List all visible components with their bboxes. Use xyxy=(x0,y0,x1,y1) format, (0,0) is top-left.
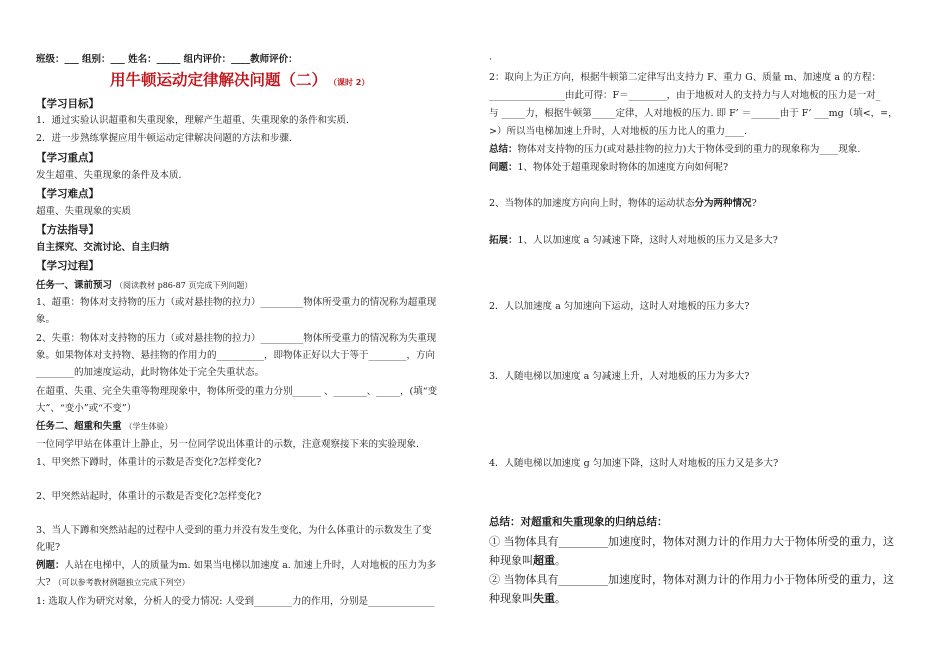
key-heading: 【学习重点】 xyxy=(36,152,99,164)
question-label: 问题： xyxy=(489,162,518,173)
task1-line xyxy=(36,280,252,292)
final-summary-1-line1: ① 当物体具有_________加速度时，物体对测力计的作用力大于物体所受的重力，这 xyxy=(489,535,894,548)
difficulty-heading: 【学习难点】 xyxy=(36,188,99,200)
preview-q3-line1: 在超重、失重、完全失重等物理现象中，物体所受的重力分别______ 、_______、_____，(填“变 xyxy=(36,386,438,397)
final-summary-heading: 总结：对超重和失重现象的归纳总结： xyxy=(489,516,668,528)
extension-label: 拓展： xyxy=(489,235,518,246)
document-title xyxy=(110,68,369,90)
summary-text: 物体对支持物的压力(或对悬挂物的拉力)大于物体受到的重力的现象称为____现象. xyxy=(517,144,861,155)
summary-label: 总结： xyxy=(489,144,518,155)
example-line1 xyxy=(36,560,436,572)
final-summary-2-line2 xyxy=(489,592,566,606)
final-summary-2-end: 。 xyxy=(555,592,566,605)
question-2-emphasis: 分为两种情况 xyxy=(694,198,752,209)
preview-q2-line1: 2、失重：物体对支持物的压力（或对悬挂物的拉力）_________物体所受重力的情况称为失重现 xyxy=(36,333,437,344)
weightlessness-term: 失重 xyxy=(533,592,555,605)
step2-line2: ________________由此可得：F＝________，由于地板对人的支持力与人对地板的压力是一对_ xyxy=(489,90,881,101)
task2-q3-line2: 化呢? xyxy=(36,542,61,553)
task2-intro: 一位同学甲站在体重计上静止，另一位同学说出体重计的示数，注意观察接下来的实验现象． xyxy=(36,439,426,450)
extension-q1: 1、人以加速度 a 匀减速下降，这时人对地板的压力又是多大? xyxy=(517,235,778,246)
extension-q2: 2．人以加速度 a 匀加速向下运动，这时人对地板的压力多大? xyxy=(489,301,750,312)
final-summary-1-line2 xyxy=(489,554,566,568)
task2-line xyxy=(36,421,173,433)
task1-title: 任务一、课前预习 xyxy=(36,280,113,291)
task2-q2: 2、甲突然站起时，体重计的示数是否变化?怎样变化? xyxy=(36,491,262,502)
example-step1: 1: 选取人作为研究对象，分析人的受力情况: 人受到________力的作用，分别是______________ xyxy=(36,596,435,607)
preview-q1-line2: 象。 xyxy=(36,314,56,325)
question-line xyxy=(489,162,728,174)
task2-q3-line1: 3、当人下蹲和突然站起的过程中人受到的重力并没有发生变化，为什么体重计的示数发生了变 xyxy=(36,525,432,536)
title-text: 用牛顿运动定律解决问题（二） xyxy=(110,71,328,89)
process-heading: 【学习过程】 xyxy=(36,260,99,272)
goals-heading: 【学习目标】 xyxy=(36,98,99,110)
method-heading: 【方法指导】 xyxy=(36,224,99,236)
example-line2 xyxy=(36,577,190,589)
extension-q3: 3．人随电梯以加速度 a 匀减速上升，人对地板的压力为多大? xyxy=(489,371,750,382)
student-info-line: 班级：___ 组别：___ 姓名：_____ 组内评价：____教师评价： xyxy=(36,54,298,65)
task2-q1: 1、甲突然下蹲时，体重计的示数是否变化?怎样变化? xyxy=(36,457,262,468)
title-lesson: （课时 2） xyxy=(333,78,370,87)
key-text: 发生超重、失重现象的条件及本质． xyxy=(36,170,189,181)
example-text: 人站在电梯中，人的质量为m. 如果当电梯以加速度 a. 加速上升时，人对地板的压力为多 xyxy=(64,560,437,571)
extension-line1 xyxy=(489,235,778,247)
example-note: （可以参考教材例题独立完成下列空） xyxy=(53,578,190,587)
question-2-end: ? xyxy=(751,198,757,209)
task2-note: （学生体验） xyxy=(124,422,173,431)
step2-line3: 与 _____力，根据牛顿第_____定律，人对地板的压力. 即 F’ ＝______由于 F’ ___mg（填<，=， xyxy=(489,108,898,119)
question-2-line xyxy=(489,198,757,210)
preview-q1-line1: 1、超重：物体对支持物的压力（或对悬挂物的拉力）_________物体所受重力的情况称为超重现 xyxy=(36,297,437,308)
preview-q3-line2: 大”、“变小”或“不变”） xyxy=(36,403,137,414)
extension-q4: 4．人随电梯以加速度 g 匀加速下降，这时人对地板的压力又是多大? xyxy=(489,458,779,469)
overweight-term: 超重 xyxy=(533,554,555,567)
question-2-text: 2、当物体的加速度方向向上时，物体的运动状态 xyxy=(489,198,695,209)
goal-2: 2．进一步熟练掌握应用牛顿运动定律解决问题的方法和步骤． xyxy=(36,133,299,144)
question-text: 1、物体处于超重现象时物体的加速度方向如何呢? xyxy=(517,162,729,173)
task2-title: 任务二、超重和失重 xyxy=(36,421,122,432)
step2-line1: 2：取向上为正方向，根据牛顿第二定律写出支持力 F、重力 G、质量 m、加速度 a 的方程： xyxy=(489,72,881,83)
difficulty-text: 超重、失重现象的实质 xyxy=(36,206,132,217)
example-text-end: 大? xyxy=(36,577,51,588)
method-text: 自主探究、交流讨论、自主归纳 xyxy=(36,242,170,253)
final-summary-1-text: 种现象叫 xyxy=(489,554,533,567)
example-label: 例题： xyxy=(36,560,65,571)
goal-1: 1．通过实验认识超重和失重现象，理解产生超重、失重现象的条件和实质． xyxy=(36,115,356,126)
summary-line xyxy=(489,144,860,156)
step2-line4: >）所以当电梯加速上升时，人对地板的压力比人的重力____. xyxy=(489,126,747,137)
final-summary-2-line1: ② 当物体具有_________加速度时，物体对测力计的作用力小于物体所受的重力，这 xyxy=(489,573,894,586)
preview-q2-line3: ________的加速度运动，此时物体处于完全失重状态。 xyxy=(36,367,265,378)
preview-q2-line2: 象。如果物体对支持物、悬挂物的作用力的__________，即物体正好以大于等于________，方向 xyxy=(36,350,436,361)
final-summary-2-text: 种现象叫 xyxy=(489,592,533,605)
final-summary-1-end: 。 xyxy=(555,554,566,567)
continuation-dot: · xyxy=(489,54,493,65)
task1-note: （阅读教材 p86-87 页完成下列问题） xyxy=(115,281,253,290)
